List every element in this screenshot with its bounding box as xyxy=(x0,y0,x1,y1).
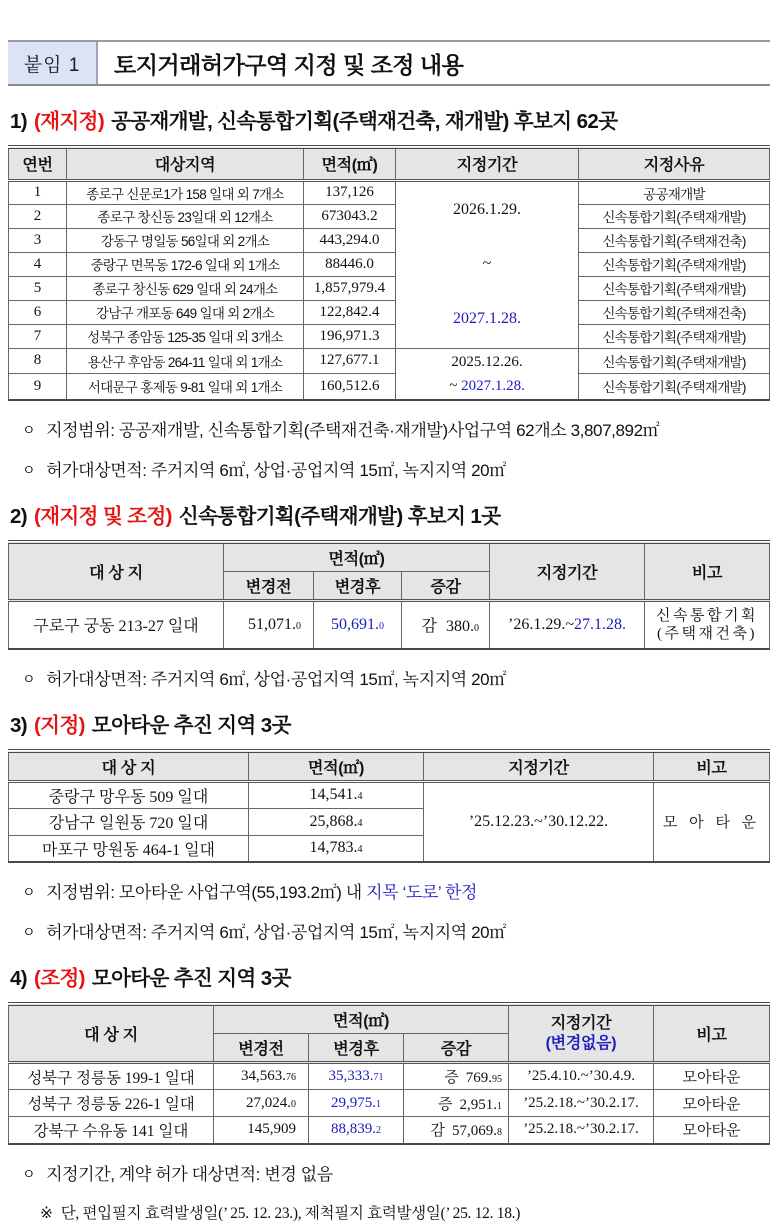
bullet-text: 지정기간, 계약 허가 대상면적: 변경 없음 xyxy=(46,1164,333,1184)
col-header-area: 대상지역 xyxy=(67,147,304,180)
cell-period: ’25.4.10.~’30.4.9. xyxy=(509,1063,654,1090)
col-header-no: 연번 xyxy=(9,147,67,180)
section-1-tag: (재지정) xyxy=(34,110,105,133)
table-row xyxy=(9,300,770,324)
cell-note: 모아타운 xyxy=(654,1117,770,1144)
section-3-number: 3) xyxy=(10,713,28,737)
cell-before xyxy=(214,1063,309,1090)
cell-reason: 신속통합기획(주택재개발) xyxy=(579,374,770,400)
bullet-mark: ㅇ xyxy=(22,1165,36,1182)
col-header-note: 비고 xyxy=(645,542,770,601)
value-main: 14,541. xyxy=(309,786,358,803)
col-header-site: 대 상 지 xyxy=(9,542,224,601)
table-row xyxy=(9,228,770,252)
cell-period: ’25.2.18.~’30.2.17. xyxy=(509,1090,654,1117)
cell-size: 443,294.0 xyxy=(304,228,396,252)
value-main: 57,069. xyxy=(452,1123,497,1140)
col-header-change: 증감 xyxy=(404,1034,509,1063)
period-from: ’26.1.29.~ xyxy=(508,615,574,633)
cell-size: 1,857,979.4 xyxy=(304,276,396,300)
bullet-text-highlight: 지목 ‘도로’ 한정 xyxy=(366,883,478,902)
period-to: 27.1.28. xyxy=(573,615,626,633)
period-from: 2025.12.26. xyxy=(451,353,523,370)
cell-reason: 신속통합기획(주택재개발) xyxy=(579,348,770,374)
attachment-label: 붙임 1 xyxy=(8,42,98,84)
value-decimal: 2 xyxy=(376,1125,381,1137)
cell-period xyxy=(490,601,645,649)
cell-period-rows1-7 xyxy=(396,180,579,348)
col-header-site: 대 상 지 xyxy=(9,751,249,782)
cell-area: 서대문구 홍제동 9-81 일대 외 1개소 xyxy=(67,374,304,400)
cell-area: 강동구 명일동 56일대 외 2개소 xyxy=(67,228,304,252)
cell-area: 종로구 창신동 23일대 외 12개소 xyxy=(67,204,304,228)
cell-no: 8 xyxy=(9,348,67,374)
value-decimal: 0 xyxy=(379,620,384,632)
cell-no: 4 xyxy=(9,252,67,276)
section-1-heading xyxy=(10,104,770,134)
value-main: 50,691. xyxy=(331,615,379,633)
section-3-title: 모아타운 추진 지역 3곳 xyxy=(91,713,291,737)
col-header-size-group: 면적(㎡) xyxy=(224,542,490,572)
cell-size: 137,126 xyxy=(304,180,396,204)
period-to: 2027.1.28. xyxy=(453,310,521,328)
col-header-period: 지정기간 xyxy=(424,751,654,782)
section-3 xyxy=(8,708,770,944)
cell-size xyxy=(249,781,424,808)
value-decimal: 1 xyxy=(376,1098,381,1110)
value-decimal: 4 xyxy=(357,844,363,856)
value-main: 88,839. xyxy=(331,1121,376,1138)
cell-reason: 신속통합기획(주택재건축) xyxy=(579,300,770,324)
col-header-size-group: 면적(㎡) xyxy=(214,1004,509,1034)
table-row xyxy=(9,204,770,228)
table-row xyxy=(9,180,770,204)
cell-reason: 공공재개발 xyxy=(579,180,770,204)
section-4-tag: (조정) xyxy=(34,967,85,990)
bullet-text: 지정범위: 공공재개발, 신속통합기획(주택재건축·재개발)사업구역 62개소 3,807,892㎡ xyxy=(46,420,660,440)
cell-site: 성북구 정릉동 199-1 일대 xyxy=(9,1063,214,1090)
section-2-title: 신속통합기획(주택재개발) 후보지 1곳 xyxy=(178,504,501,528)
table-redesignation-candidates xyxy=(8,145,770,401)
cell-reason: 신속통합기획(주택재개발) xyxy=(579,204,770,228)
value-decimal: 4 xyxy=(357,817,363,829)
section-3-tag: (지정) xyxy=(34,713,85,737)
bullet-mark: ㅇ xyxy=(22,884,36,900)
period-tilde: ~ xyxy=(449,377,462,394)
col-header-note: 비고 xyxy=(654,1004,770,1063)
value-main: 29,975. xyxy=(331,1094,376,1111)
cell-area: 용산구 후암동 264-11 일대 외 1개소 xyxy=(67,348,304,374)
col-header-period: 지정기간 xyxy=(396,147,579,180)
cell-change xyxy=(402,601,490,649)
note-line-2: (주택재건축) xyxy=(657,625,757,642)
section-4 xyxy=(8,961,770,1223)
cell-note: 모아타운 xyxy=(654,1063,770,1090)
cell-no: 9 xyxy=(9,374,67,400)
value-main: 145,909 xyxy=(247,1121,296,1138)
bullet-no-change xyxy=(22,1160,770,1185)
bullet-mark: ㅇ xyxy=(22,924,36,940)
table-row xyxy=(9,601,770,649)
cell-area: 강남구 개포동 649 일대 외 2개소 xyxy=(67,300,304,324)
cell-reason: 신속통합기획(주택재건축) xyxy=(579,228,770,252)
bullet-text: 지정범위: 모아타운 사업구역(55,193.2㎡) 내 xyxy=(46,883,367,902)
section-1-title: 공공재개발, 신속통합기획(주택재건축, 재개발) 후보지 62곳 xyxy=(111,110,618,133)
col-header-size: 면적(㎡) xyxy=(304,147,396,180)
cell-size xyxy=(249,835,424,862)
section-1-number: 1) xyxy=(10,110,28,133)
section-2-heading xyxy=(10,499,770,529)
value-decimal: 0 xyxy=(291,1098,296,1110)
footnote xyxy=(40,1201,770,1223)
table-row xyxy=(9,324,770,348)
bullet-permit-area xyxy=(22,918,770,943)
cell-area: 종로구 창신동 629 일대 외 24개소 xyxy=(67,276,304,300)
value-main: 14,783. xyxy=(309,839,358,857)
period-from: 2026.1.29. xyxy=(453,200,521,218)
note-line-1: 신속통합기획 xyxy=(656,607,758,624)
col-header-before: 변경전 xyxy=(224,572,314,601)
bullet-text: 허가대상면적: 주거지역 6㎡, 상업·공업지역 15㎡, 녹지지역 20㎡ xyxy=(46,669,506,689)
table-header-row xyxy=(9,542,770,572)
table-moatown-designation xyxy=(8,749,770,864)
period-header-line2: (변경없음) xyxy=(545,1034,617,1052)
value-main: 51,071. xyxy=(248,615,296,633)
col-header-reason: 지정사유 xyxy=(579,147,770,180)
table-row xyxy=(9,1063,770,1090)
period-tilde: ~ xyxy=(482,255,492,273)
cell-change xyxy=(404,1063,509,1090)
cell-before xyxy=(214,1090,309,1117)
col-header-site: 대 상 지 xyxy=(9,1004,214,1063)
cell-size: 673043.2 xyxy=(304,204,396,228)
bullet-text: 허가대상면적: 주거지역 6㎡, 상업·공업지역 15㎡, 녹지지역 20㎡ xyxy=(46,460,506,480)
bullet-permit-area xyxy=(22,456,770,481)
bullet-designation-scope xyxy=(22,416,770,441)
cell-reason: 신속통합기획(주택재개발) xyxy=(579,252,770,276)
table-row xyxy=(9,276,770,300)
cell-size: 122,842.4 xyxy=(304,300,396,324)
bullet-designation-scope xyxy=(22,878,770,903)
table-row xyxy=(9,781,770,808)
table-row xyxy=(9,252,770,276)
col-header-note: 비고 xyxy=(654,751,770,782)
value-decimal: 95 xyxy=(492,1074,502,1085)
cell-no: 3 xyxy=(9,228,67,252)
cell-note-merged: 모 아 타 운 xyxy=(654,781,770,862)
cell-size: 127,677.1 xyxy=(304,348,396,374)
cell-period: ’25.2.18.~’30.2.17. xyxy=(509,1117,654,1144)
section-2 xyxy=(8,499,770,690)
bullet-mark: ㅇ xyxy=(22,670,36,687)
bullet-permit-area xyxy=(22,665,770,690)
value-decimal: 8 xyxy=(497,1127,502,1139)
section-4-heading xyxy=(10,961,770,991)
cell-after xyxy=(309,1117,404,1144)
note-lines xyxy=(648,607,766,643)
change-direction: 증 xyxy=(444,1070,459,1086)
bullet-mark: ㅇ xyxy=(22,461,36,478)
col-header-after: 변경후 xyxy=(309,1034,404,1063)
section-1 xyxy=(8,104,770,481)
col-header-after: 변경후 xyxy=(314,572,402,601)
period-header-line1: 지정기간 xyxy=(550,1014,612,1032)
cell-site: 구로구 궁동 213-27 일대 xyxy=(9,601,224,649)
cell-size: 88446.0 xyxy=(304,252,396,276)
col-header-size: 면적(㎡) xyxy=(249,751,424,782)
cell-after xyxy=(309,1063,404,1090)
value-decimal: 1 xyxy=(497,1100,502,1112)
table-row xyxy=(9,1117,770,1144)
period-range xyxy=(399,183,575,347)
change-direction: 증 xyxy=(438,1096,453,1113)
period-header-lines xyxy=(511,1014,651,1054)
value-main: 34,563. xyxy=(241,1068,286,1084)
table-header-row xyxy=(9,1004,770,1034)
cell-before xyxy=(214,1117,309,1144)
bullet-mark: ㅇ xyxy=(22,421,36,438)
cell-after xyxy=(309,1090,404,1117)
section-3-heading xyxy=(10,708,770,738)
change-direction: 감 xyxy=(421,618,437,636)
cell-note xyxy=(645,601,770,649)
section-2-number: 2) xyxy=(10,504,28,528)
value-main: 380. xyxy=(446,618,474,636)
cell-site: 강남구 일원동 720 일대 xyxy=(9,808,249,835)
col-header-change: 증감 xyxy=(402,572,490,601)
table-redesignation-adjustment xyxy=(8,540,770,650)
cell-site: 중랑구 망우동 509 일대 xyxy=(9,781,249,808)
cell-size xyxy=(249,808,424,835)
value-main: 25,868. xyxy=(309,812,358,830)
value-main: 35,333. xyxy=(328,1068,374,1084)
cell-size: 196,971.3 xyxy=(304,324,396,348)
cell-no: 6 xyxy=(9,300,67,324)
cell-no: 7 xyxy=(9,324,67,348)
col-header-period xyxy=(509,1004,654,1063)
cell-reason: 신속통합기획(주택재개발) xyxy=(579,276,770,300)
table-row xyxy=(9,348,770,374)
cell-site: 강북구 수유동 141 일대 xyxy=(9,1117,214,1144)
cell-no: 2 xyxy=(9,204,67,228)
cell-period-merged: ’25.12.23.~’30.12.22. xyxy=(424,781,654,862)
cell-area: 종로구 신문로1가 158 일대 외 7개소 xyxy=(67,180,304,204)
cell-site: 성북구 정릉동 226-1 일대 xyxy=(9,1090,214,1117)
cell-size: 160,512.6 xyxy=(304,374,396,400)
value-decimal: 0 xyxy=(296,620,301,632)
cell-area: 성북구 종암동 125-35 일대 외 3개소 xyxy=(67,324,304,348)
footnote-mark: ※ xyxy=(40,1204,53,1222)
value-decimal: 0 xyxy=(474,623,479,635)
cell-reason: 신속통합기획(주택재개발) xyxy=(579,324,770,348)
col-header-period: 지정기간 xyxy=(490,542,645,601)
cell-change xyxy=(404,1117,509,1144)
cell-before xyxy=(224,601,314,649)
value-main: 27,024. xyxy=(246,1094,291,1111)
value-decimal: 76 xyxy=(286,1072,296,1083)
value-decimal: 4 xyxy=(357,791,363,802)
footnote-text: 단, 편입필지 효력발생일(’ 25. 12. 23.), 제척필지 효력발생일(’ 25. 12. 18.) xyxy=(60,1204,521,1222)
document-header xyxy=(8,40,770,86)
cell-change xyxy=(404,1090,509,1117)
section-2-tag: (재지정 및 조정) xyxy=(34,504,172,528)
section-4-title: 모아타운 추진 지역 3곳 xyxy=(91,967,291,990)
cell-no: 1 xyxy=(9,180,67,204)
value-main: 769. xyxy=(465,1070,492,1086)
cell-period-rows8-9 xyxy=(396,348,579,400)
section-4-number: 4) xyxy=(10,967,28,990)
cell-area: 중랑구 면목동 172-6 일대 외 1개소 xyxy=(67,252,304,276)
table-moatown-adjustment xyxy=(8,1002,770,1145)
cell-site: 마포구 망원동 464-1 일대 xyxy=(9,835,249,862)
bullet-text: 허가대상면적: 주거지역 6㎡, 상업·공업지역 15㎡, 녹지지역 20㎡ xyxy=(46,923,506,942)
value-decimal: 71 xyxy=(373,1072,384,1083)
cell-no: 5 xyxy=(9,276,67,300)
table-row xyxy=(9,1090,770,1117)
value-main: 2,951. xyxy=(459,1096,497,1113)
page-title: 토지거래허가구역 지정 및 조정 내용 xyxy=(114,51,464,78)
period-to-line xyxy=(399,374,575,398)
cell-note: 모아타운 xyxy=(654,1090,770,1117)
table-row xyxy=(9,374,770,400)
table-header-row xyxy=(9,147,770,180)
period-to: 2027.1.28. xyxy=(461,377,525,394)
table-header-row xyxy=(9,751,770,782)
cell-after xyxy=(314,601,402,649)
change-direction: 감 xyxy=(430,1123,445,1140)
col-header-before: 변경전 xyxy=(214,1034,309,1063)
